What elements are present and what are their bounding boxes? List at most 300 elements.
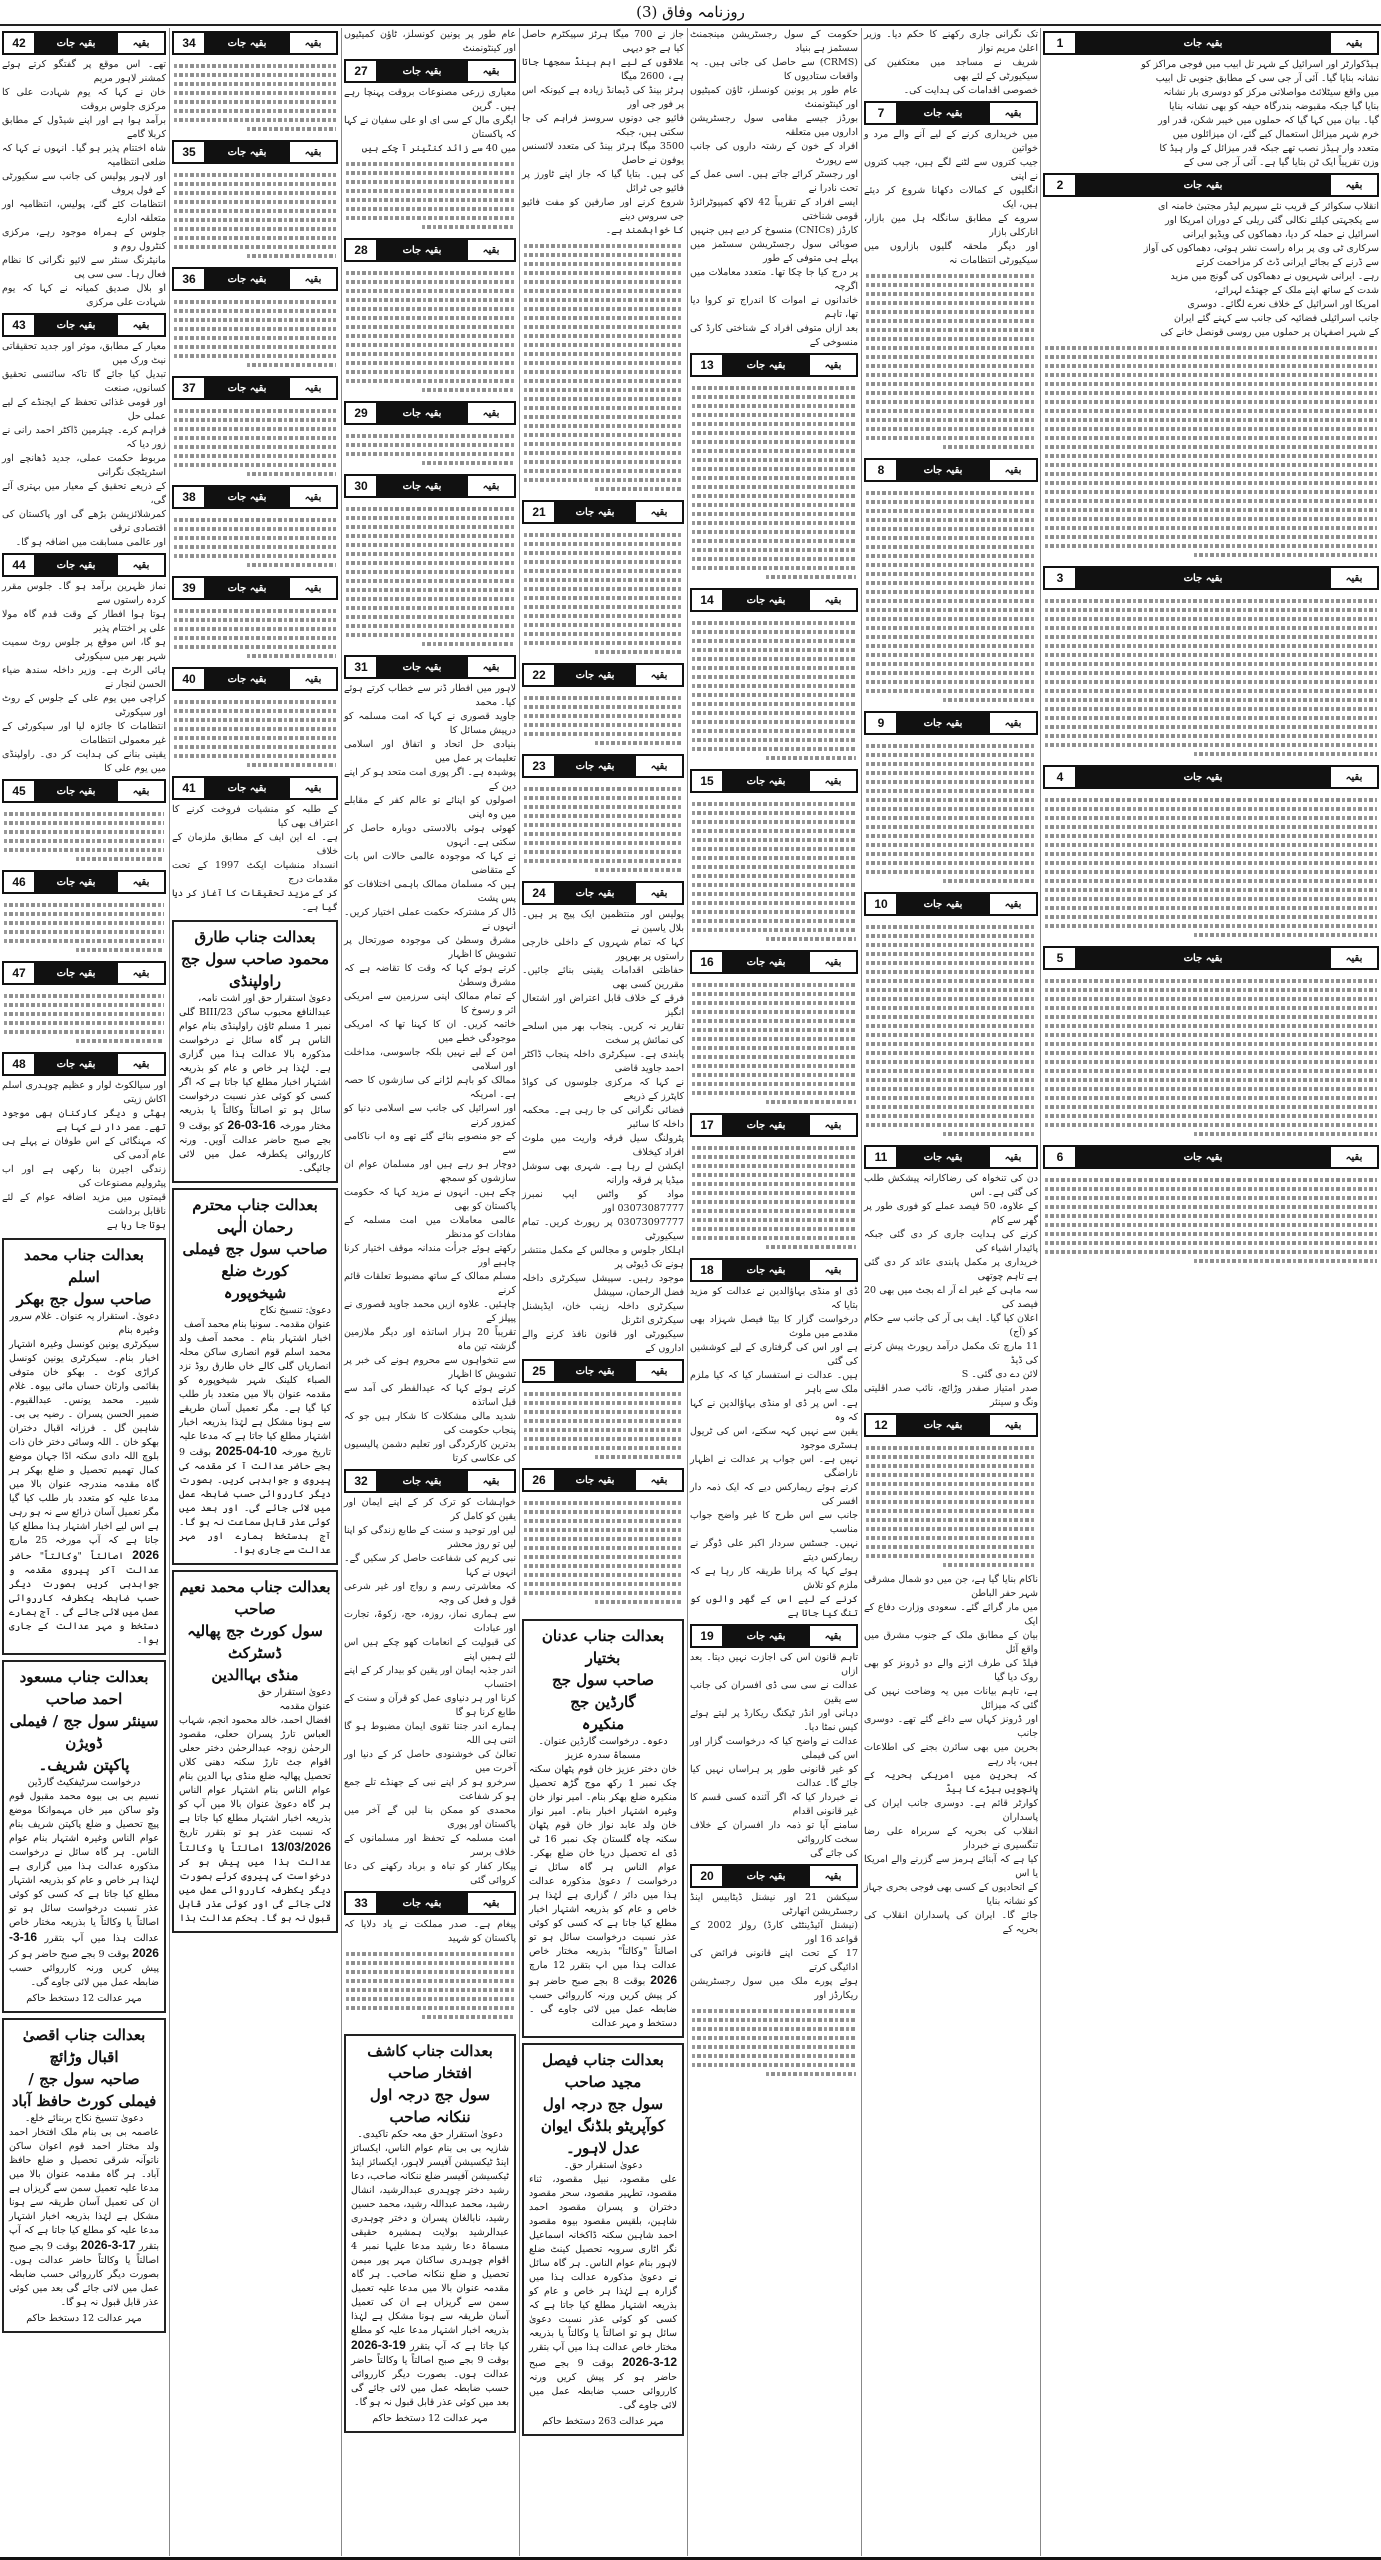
text-line-placeholder [692, 621, 856, 625]
article-line: جلوس کے ہمراہ موجود رہے، مرکزی کنٹرول روم و [2, 227, 166, 252]
text-line-placeholder [692, 530, 856, 534]
text-line-placeholder [692, 539, 856, 543]
text-line-placeholder [346, 216, 514, 220]
text-line-placeholder [1045, 427, 1377, 431]
court-title-line: سینئر سول جج / فیملی ڈویژن [9, 1712, 159, 1752]
strip-title: بقیہ جات [746, 1630, 786, 1642]
text-line-placeholder [524, 334, 682, 338]
article-text [690, 28, 858, 350]
text-line-placeholder [4, 930, 164, 934]
text-line-placeholder [766, 575, 856, 579]
text-line-placeholder [1045, 635, 1377, 639]
strip-label: بقیہ [636, 665, 682, 685]
notice-subject: دعویٰ تنسیخ نکاح بربنائے خلع۔ [24, 2113, 144, 2124]
strip-number: 46 [4, 872, 34, 892]
text-line-placeholder [692, 1001, 856, 1005]
text-line-placeholder [692, 1209, 856, 1213]
text-line-placeholder [4, 912, 164, 916]
article-line: انتظامات کا جائزہ لیا اور سیکورٹی کے غیر معمولی انتظامات [2, 721, 166, 746]
article-text [2, 1079, 166, 1233]
text-line-placeholder [692, 1182, 856, 1186]
article-line: شدت کے ساتھ اپنے ملک کے جھنڈے لہرائے، [1214, 285, 1379, 296]
text-line-placeholder [1045, 1114, 1377, 1118]
article-line: انقلاب کی بحریہ کے سربراہ علی رضا تنگسیری نے خبردار [864, 1826, 1038, 1851]
text-line-placeholder [866, 753, 1036, 757]
text-line-placeholder [866, 861, 1036, 865]
masthead-rule [0, 24, 1381, 26]
column-5 [344, 28, 516, 2025]
text-line-placeholder [595, 1455, 682, 1459]
text-line-placeholder [524, 814, 682, 818]
strip-number: 48 [4, 1054, 34, 1074]
article-line: اصولوں کو اپنائے تو عالم کفر کے مقابلے میں وہ اپنی [344, 795, 516, 820]
text-line-placeholder [866, 1042, 1036, 1046]
article-line: شریف نے مساجد میں معتکفین کی سیکیورٹی کے لئے بھی [864, 57, 1038, 82]
text-line-placeholder [866, 689, 1036, 693]
article-line: تھے۔ اس موقع پر گفتگو کرتے ہوئے کمشنر لاہور مریم [2, 59, 166, 84]
text-line-placeholder [524, 460, 682, 464]
notice-body [179, 1332, 331, 1558]
strip-label: بقیہ [118, 33, 164, 53]
text-line-placeholder [1045, 626, 1377, 630]
notice-date: 17-3-2026 [80, 2238, 136, 2252]
article-line: رکھتے ہوئے جرأت مندانہ موقف اختیار کرنا چاہیے اور [344, 1243, 516, 1268]
article-line: ناکام بنایا گیا ہے، جن میں دو شمال مشرقی شہر حفر الباطن [864, 1574, 1038, 1599]
text-line-placeholder [4, 1012, 164, 1016]
text-line-placeholder [692, 657, 856, 661]
text-line-placeholder [866, 834, 1036, 838]
text-line-placeholder [692, 1236, 856, 1240]
article-line: پٹرولنگ سیل فرقہ واریت میں ملوث افراد کیخلاف [522, 1133, 684, 1158]
text-line-placeholder [866, 1446, 1036, 1450]
text-line-placeholder [866, 1491, 1036, 1495]
text-line-placeholder [692, 2045, 856, 2049]
text-line-placeholder [1045, 897, 1377, 901]
text-line-placeholder [1045, 1196, 1377, 1200]
text-line-placeholder [346, 189, 514, 193]
notice-court-title [179, 926, 331, 992]
article-line: جانب سے اس طرح کا غیر واضح جواب مناسب [690, 1510, 858, 1535]
text-line-placeholder [692, 2054, 856, 2058]
text-line-placeholder [174, 73, 336, 77]
strip-number: 19 [692, 1626, 722, 1646]
notice-signature: مہر عدالت 263 دستخط حاکم [542, 2416, 664, 2427]
text-line-placeholder [1045, 472, 1377, 476]
strip-number: 43 [4, 315, 34, 335]
text-line-placeholder [866, 1527, 1036, 1531]
text-line-placeholder [1045, 924, 1377, 928]
text-line-placeholder [1045, 707, 1377, 711]
continuation-strip-23 [522, 754, 684, 778]
court-title-line: بعدالت جناب طارق [194, 928, 316, 946]
column-4-articles [522, 28, 684, 1610]
text-line-placeholder [866, 1509, 1036, 1513]
text-line-placeholder [4, 812, 164, 816]
strip-number: 3 [1045, 568, 1075, 588]
notice-body-end: بوقت 9 بجے صبح حاضر ہو کر پیش کریں ورنہ کارروائی حسب ضابطہ عمل میں لائی جاوے گی۔ [9, 1949, 159, 1988]
text-line-placeholder [692, 2018, 856, 2022]
text-line-placeholder [692, 1028, 856, 1032]
text-line-placeholder [524, 859, 682, 863]
strip-label: بقیہ [990, 103, 1036, 123]
article-line: مربوط حکمت عملی، جدید ڈھانچے اور اسٹریٹجک نگرانی [2, 453, 166, 478]
article-line: ایسے افراد کے تقریباً 42 لاکھ کمپیوٹرائزڈ قومی شناختی [690, 197, 859, 222]
court-notice-aslam [2, 1238, 166, 1655]
text-line-placeholder [346, 1988, 514, 1992]
text-line-placeholder [866, 328, 1036, 332]
text-line-placeholder [346, 543, 514, 547]
text-line-placeholder [524, 569, 682, 573]
strip-label: بقیہ [810, 771, 856, 791]
text-line-placeholder [174, 527, 336, 531]
article-line: اور دیگر ملحقہ گلیوں بازاروں میں سیکیورٹی انتظامات نہ [864, 241, 1038, 266]
text-line-placeholder [692, 431, 856, 435]
text-line-placeholder [524, 1446, 682, 1450]
text-line-placeholder [866, 608, 1036, 612]
article-line: ہوئے پورے ملک میں سول رجسٹریشن ریکارڈز اور [690, 1976, 858, 2001]
text-line-placeholder [524, 632, 682, 636]
strip-title: بقیہ جات [227, 582, 267, 594]
article-line: ایگری مال کے سی ای او علی سفیان نے کہا کہ پاکستان [344, 115, 516, 140]
text-line-placeholder [174, 109, 336, 113]
text-line-placeholder [595, 650, 682, 654]
strip-label: بقیہ [1331, 33, 1377, 53]
notice-subject: درخواست سرٹیفکیٹ گارڈین [27, 1777, 141, 1788]
continuation-strip-4 [1043, 765, 1379, 789]
article-text-continued [1043, 593, 1379, 762]
continuation-strip-2 [1043, 173, 1379, 197]
text-line-placeholder [692, 386, 856, 390]
strip-label: بقیہ [636, 1470, 682, 1490]
text-line-placeholder [866, 536, 1036, 540]
strip-title: بقیہ جات [402, 65, 442, 77]
strip-title: بقیہ جات [56, 319, 96, 331]
text-line-placeholder [1194, 933, 1377, 937]
strip-label: بقیہ [468, 657, 514, 677]
text-line-placeholder [524, 469, 682, 473]
text-line-placeholder [692, 1218, 856, 1222]
strip-label: بقیہ [810, 1260, 856, 1280]
text-line-placeholder [524, 1419, 682, 1423]
article-text-continued [690, 615, 858, 766]
article-text-continued [2, 988, 166, 1049]
strip-number: 30 [346, 476, 376, 496]
text-line-placeholder [692, 702, 856, 706]
strip-label: بقیہ [468, 476, 514, 496]
text-line-placeholder [866, 355, 1036, 359]
strip-number: 38 [174, 487, 204, 507]
text-line-placeholder [524, 433, 682, 437]
article-line: کارڈز (CNICs) منسوخ کر دیے ہیں جنہیں [690, 225, 858, 236]
article-line: دن کی تنخواہ کی رضاکارانہ پیشکش طلب کی گئی ہے۔ اس [864, 1173, 1038, 1198]
article-line: کی قبولیت کے انعامات کھو چکے ہیں اس لئے ہمیں اپنے [344, 1637, 516, 1662]
text-line-placeholder [524, 841, 682, 845]
article-line: ہیڈکوارٹر اور اسرائیل کے شہر تل ابیب میں فوجی مراکز کو [1141, 59, 1379, 70]
notice-date: 12-3-2026 [622, 2355, 677, 2369]
strip-number: 27 [346, 61, 376, 81]
article-line: ہوتا جا رہا ہے [106, 1220, 166, 1231]
article-line: صدر امتیاز صفدر وڑائچ، نائب صدر اقلیتی ونگ و سینئر [864, 1383, 1038, 1408]
article-line: بعد ازاں متوفی افراد کے شناختی کارڈ کی منسوخی کے [690, 323, 858, 348]
text-line-placeholder [1045, 671, 1377, 675]
text-line-placeholder [524, 1537, 682, 1541]
text-line-placeholder [174, 327, 336, 331]
text-line-placeholder [524, 1573, 682, 1577]
text-line-placeholder [692, 1091, 856, 1095]
text-line-placeholder [1045, 1105, 1377, 1109]
continuation-strip-46 [2, 870, 166, 894]
text-line-placeholder [524, 424, 682, 428]
continuation-strip-36 [172, 267, 338, 291]
text-line-placeholder [692, 1173, 856, 1177]
strip-title: بقیہ جات [402, 480, 442, 492]
continuation-strip-7 [864, 101, 1038, 125]
notice-court-title [179, 1194, 331, 1304]
article-line: پولیس اور منتظمین ایک پیج پر ہیں۔ بلال یاسین نے [522, 909, 684, 934]
text-line-placeholder [174, 618, 336, 622]
text-line-placeholder [174, 536, 336, 540]
court-title-line: صاحب سول جج گارڈین جج [552, 1671, 654, 1711]
text-line-placeholder [943, 1132, 1037, 1136]
text-line-placeholder [866, 1051, 1036, 1055]
text-line-placeholder [4, 903, 164, 907]
text-line-placeholder [4, 839, 164, 843]
text-line-placeholder [692, 883, 856, 887]
article-line: کرتے ہوئے کہا کہ عیدالفطر کی آمد سے قبل اساتذہ [344, 1383, 516, 1408]
article-line: امریکا اور اسرائیل کے خلاف نعرے لگائے۔ دوسری [1187, 299, 1379, 310]
article-text-continued [172, 167, 338, 264]
article-text-continued [522, 690, 684, 751]
text-line-placeholder [692, 838, 856, 842]
column-3 [690, 28, 858, 2082]
text-line-placeholder [692, 865, 856, 869]
text-line-placeholder [866, 626, 1036, 630]
text-line-placeholder [866, 563, 1036, 567]
text-line-placeholder [692, 1073, 856, 1077]
continuation-strip-43 [2, 313, 166, 337]
strip-label: بقیہ [1331, 1147, 1377, 1167]
text-line-placeholder [524, 560, 682, 564]
text-line-placeholder [524, 705, 682, 709]
text-line-placeholder [346, 552, 514, 556]
article-line: خریداری پر مکمل پابندی عائد کر دی گئی ہے تاہم چوتھی [864, 1257, 1038, 1282]
text-line-placeholder [866, 1554, 1036, 1558]
text-line-placeholder [866, 1473, 1036, 1477]
text-line-placeholder [595, 1600, 682, 1604]
article-text [344, 1918, 516, 1946]
notice-body-end: کو بوقت 9 بجے صبح حاضر عدالت آویں۔ ورنہ کارروائی یکطرفہ عمل میں لائی جائیگی۔ [179, 1121, 331, 1174]
court-notice-faisal [522, 2043, 684, 2436]
text-line-placeholder [866, 373, 1036, 377]
article-line: کھوئی ہوئی بالادستی دوبارہ حاصل کر سکتی ہے۔ انہوں [344, 823, 516, 848]
article-line: ڈال کر مشترکہ حکمت عملی اختیار کریں۔ انہوں نے [344, 907, 516, 932]
strip-title: بقیہ جات [1183, 771, 1223, 783]
article-line: کے جو منصوبے بنائے گئے تھے وہ اب ناکامی سے [344, 1131, 516, 1156]
article-text-continued [344, 265, 516, 398]
article-line: معیار کے مطابق، موثر اور جدید تحقیقاتی نیٹ ورک میں [2, 341, 166, 366]
strip-label: بقیہ [636, 1361, 682, 1381]
text-line-placeholder [866, 599, 1036, 603]
article-line: شدید مالی مشکلات کا شکار ہیں جو کہ پنجاب حکومت کی [344, 1411, 516, 1436]
text-line-placeholder [346, 1979, 514, 1983]
text-line-placeholder [1045, 870, 1377, 874]
strip-number: 34 [174, 33, 204, 53]
text-line-placeholder [4, 939, 164, 943]
continuation-strip-22 [522, 663, 684, 687]
article-text [864, 128, 1038, 268]
notice-body-text: عبدالنافع محبوب ساکن BIII/23 گلی نمبر 1 مسلم ٹاؤن راولپنڈی بنام عوام الناس ہر گاہ سائل نے درخواست مذکورہ بالا عدالت ہذا میں گزاری ہے۔ لہٰذا ہر خاص و عام کو بذریعہ اشتہار اخبار مطلع کیا جاتا ہے کہ اگر کسی کو کوئی عذر نسبت درخواست سائل ہو تو اصالتاً وکالتاً یا بذریعہ مختار مورخہ [179, 1007, 332, 1132]
text-line-placeholder [1045, 1232, 1377, 1236]
text-line-placeholder [866, 554, 1036, 558]
text-line-placeholder [866, 572, 1036, 576]
text-line-placeholder [524, 578, 682, 582]
strip-number: 8 [866, 460, 896, 480]
text-line-placeholder [346, 343, 514, 347]
article-line: کہ مہنگائی کے اس طوفان نے پہلے ہی عام آدمی کی [2, 1136, 166, 1161]
text-line-placeholder [247, 127, 336, 131]
article-line: علاقوں کے لیے اہم بینڈ سمجھا جاتا ہے، 2600 میگا [522, 57, 684, 82]
text-line-placeholder [692, 1082, 856, 1086]
notice-date: 2026 [650, 1973, 677, 1987]
text-line-placeholder [4, 821, 164, 825]
text-line-placeholder [524, 696, 682, 700]
text-line-placeholder [1045, 508, 1377, 512]
text-line-placeholder [247, 763, 336, 767]
strip-label: بقیہ [1331, 568, 1377, 588]
court-title-line: سول جج درجہ اول [542, 2095, 664, 2113]
text-line-placeholder [1045, 689, 1377, 693]
text-line-placeholder [692, 404, 856, 408]
article-line: 17 کے تحت اپنے قانونی فرائض کی ادائیگی کرتے [690, 1948, 858, 1973]
strip-title: بقیہ جات [56, 967, 96, 979]
article-line: ہمارے اندر جتنا تقوی ایمان مضبوط ہو گا اتنی ہی اللہ [344, 1721, 516, 1746]
strip-title: بقیہ جات [402, 1897, 442, 1909]
text-line-placeholder [524, 1410, 682, 1414]
article-line: پر درج کیا جا چکا تھا۔ متعدد معاملات میں اگرچہ [690, 267, 858, 292]
article-line: ہائی الرٹ ہے۔ وزیر داخلہ سندھ ضیاء الحسن لنجار نے [2, 665, 166, 690]
text-line-placeholder [692, 720, 856, 724]
text-line-placeholder [524, 533, 682, 537]
strip-label: بقیہ [468, 1893, 514, 1913]
article-line: سیکیورٹی اور قانون نافذ کرنے والے اداروں کے [522, 1329, 684, 1354]
article-text-continued [1043, 340, 1379, 563]
text-line-placeholder [866, 617, 1036, 621]
strip-number: 41 [174, 778, 204, 798]
article-text-continued [172, 694, 338, 773]
article-line: لیں اور توحید و سنت کے طابع زندگی کو اپنا لیں تو روز محشر [344, 1525, 516, 1550]
article-line: خواہشات کو ترک کر کے اپنے ایمان اور یقین کو کامل کر [344, 1497, 516, 1522]
article-line: نہیں ہے۔ اس جواب پر عدالت نے اظہار ناراضگی [690, 1454, 858, 1479]
text-line-placeholder [1045, 798, 1377, 802]
continuation-strip-19 [690, 1624, 858, 1648]
text-line-placeholder [346, 325, 514, 329]
strip-number: 9 [866, 713, 896, 733]
text-line-placeholder [524, 1401, 682, 1405]
strip-number: 26 [524, 1470, 554, 1490]
article-line: نبی کریم کی شفاعت حاصل کر سکیں گے۔ انہوں نے کہا [344, 1553, 516, 1578]
text-line-placeholder [1045, 1187, 1377, 1191]
court-title-line: شیخوپورہ [223, 1284, 287, 1302]
notice-body [9, 2126, 159, 2310]
text-line-placeholder [692, 892, 856, 896]
court-notice-adnan [522, 1619, 684, 2038]
strip-title: بقیہ جات [56, 785, 96, 797]
text-line-placeholder [76, 857, 164, 861]
strip-label: بقیہ [118, 555, 164, 575]
strip-title: بقیہ جات [1183, 37, 1223, 49]
continuation-strip-8 [864, 458, 1038, 482]
article-text-continued [344, 501, 516, 652]
article-line: ہے۔ اس پر ڈی او منڈی بہاؤالدین نے کہا کہ وہ [690, 1398, 858, 1423]
column-divider [169, 28, 170, 2556]
strip-title: بقیہ جات [56, 559, 96, 571]
strip-label: بقیہ [118, 872, 164, 892]
strip-number: 37 [174, 378, 204, 398]
article-text-continued [344, 428, 516, 471]
strip-title: بقیہ جات [746, 1870, 786, 1882]
text-line-placeholder [943, 445, 1037, 449]
article-line: سے یکجہتی کیلئے نکالی گئی ریلی کے دوران امریکا اور [1165, 215, 1379, 226]
text-line-placeholder [422, 642, 514, 646]
text-line-placeholder [866, 391, 1036, 395]
text-line-placeholder [1045, 454, 1377, 458]
strip-title: بقیہ جات [923, 1419, 963, 1431]
article-line: امت مسلمہ کے تحفظ اور مسلمانوں کے خلاف برسر [344, 1833, 516, 1858]
text-line-placeholder [692, 1037, 856, 1041]
article-line: خاندانوں نے اموات کا اندراج تو کروا دیا تھا، تاہم [690, 295, 858, 320]
article-line: کے تمام ممالک اپنی سرزمین سے امریکی اثر و رسوخ کا [344, 991, 516, 1016]
court-title-line: منکیرہ [581, 1715, 625, 1733]
continuation-strip-35 [172, 140, 338, 164]
article-text-continued [1043, 973, 1379, 1142]
text-line-placeholder [1045, 436, 1377, 440]
text-line-placeholder [174, 609, 336, 613]
text-line-placeholder [866, 1536, 1036, 1540]
text-line-placeholder [524, 1501, 682, 1505]
article-text [2, 340, 166, 508]
court-title-line: منڈی بہاالدین [211, 1666, 299, 1684]
court-notice-rehman [172, 1188, 338, 1565]
text-line-placeholder [692, 1010, 856, 1014]
text-line-placeholder [866, 744, 1036, 748]
article-line: لاہور میں افطار ڈنر سے خطاب کرتے ہوئے کیا۔ محمد [344, 683, 516, 708]
article-text [1043, 200, 1379, 340]
article-line: تبدیل کیا جائے گا تاکہ سائنسی تحقیق کسانوں، صنعت [2, 369, 166, 394]
text-line-placeholder [174, 91, 336, 95]
text-line-placeholder [866, 1482, 1036, 1486]
text-line-placeholder [866, 952, 1036, 956]
text-line-placeholder [346, 1997, 514, 2001]
text-line-placeholder [346, 1961, 514, 1965]
text-line-placeholder [692, 666, 856, 670]
article-line: تقریباً 20 ہزار اساتذہ اور دیگر ملازمین گزشتہ تین ماہ [344, 1327, 516, 1352]
article-line: ہرٹز بینڈ کی ڈیمانڈ زیادہ ہے کیونکہ اس پر فور جی اور [522, 85, 684, 110]
text-line-placeholder [174, 418, 336, 422]
text-line-placeholder [1045, 906, 1377, 910]
court-notice-masood [2, 1660, 166, 2013]
text-line-placeholder [866, 807, 1036, 811]
text-line-placeholder [524, 796, 682, 800]
text-line-placeholder [1045, 680, 1377, 684]
text-line-placeholder [1045, 834, 1377, 838]
article-text-continued [690, 380, 858, 585]
text-line-placeholder [692, 992, 856, 996]
text-line-placeholder [692, 829, 856, 833]
text-line-placeholder [1045, 843, 1377, 847]
notice-court-title [529, 1625, 677, 1735]
text-line-placeholder [346, 443, 514, 447]
text-line-placeholder [174, 427, 336, 431]
